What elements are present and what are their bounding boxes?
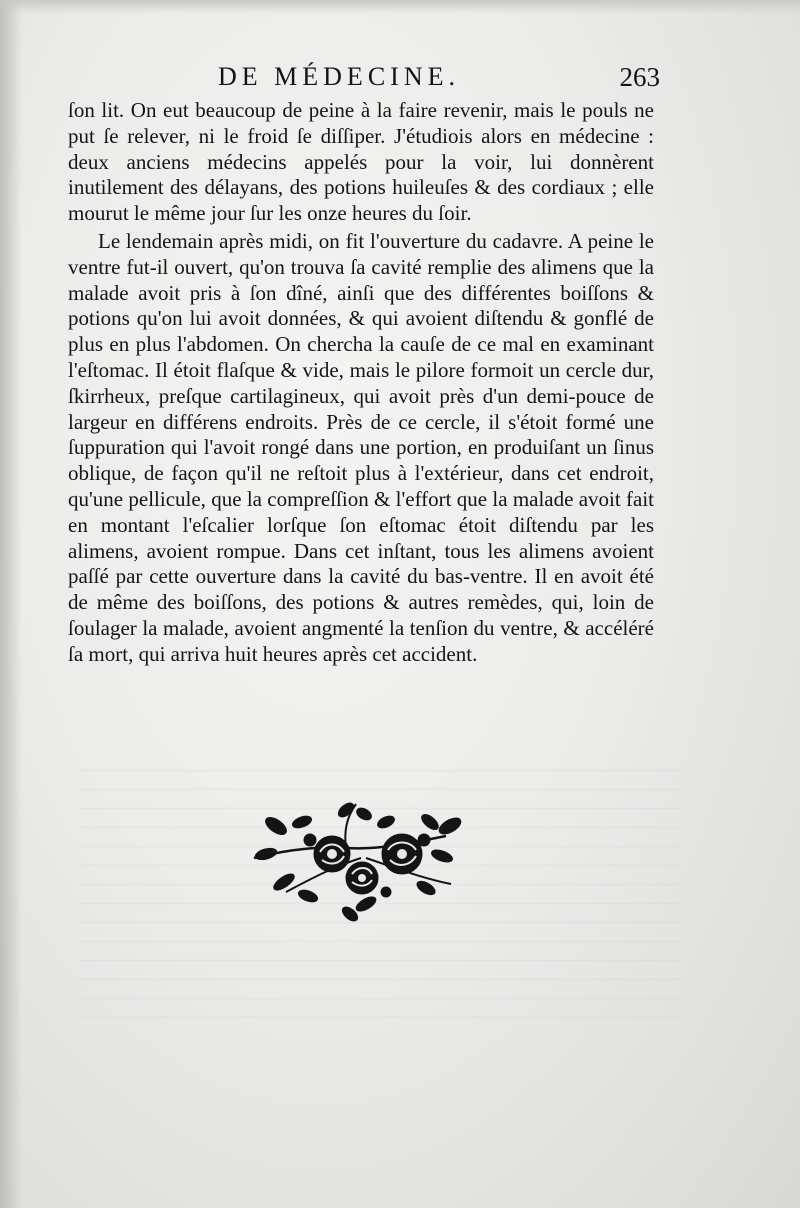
page-header: [80, 62, 660, 102]
page-top-edge: [0, 0, 800, 14]
floral-vignette-icon: [246, 796, 476, 926]
running-title: DE MÉDECINE.: [218, 62, 460, 91]
page-number: 263: [619, 62, 660, 92]
spine-shadow: [0, 0, 22, 1208]
body-text: [68, 98, 654, 668]
paragraph-continued: ſon lit. On eut beaucoup de peine à la faire revenir, mais le pouls ne put ſe relever, ni le froid ſe diſſiper. J'étudiois alors en médecine : deux anciens médecins appelés pour la voir, lui donnèrent inutilement des délayans, des potions huileuſes & des cordiaux ; elle mourut le même jour ſur les onze heures du ſoir.: [68, 98, 654, 226]
paragraph-autopsy: Le lendemain après midi, on fit l'ouverture du cadavre. A peine le ventre fut-il ouvert, qu'on trouva ſa cavité remplie des alimens que la malade avoit pris à ſon dîné, ainſi que des différentes boiſſons & potions qu'on lui avoit données, & qui avoient diſtendu & gonflé de plus en plus l'abdomen. On chercha la cauſe de ce mal en examinant l'eſtomac. Il étoit flaſque & vide, mais le pilore formoit un cercle dur, ſkirrheux, preſque cartilagineux, qui avoit près d'un demi-pouce de largeur en différens endroits. Près de ce cercle, il s'étoit formé une ſuppuration qui l'avoit rongé dans une portion, en produiſant un ſinus oblique, de façon qu'il ne reſtoit plus à l'extérieur, dans cet endroit, qu'une pellicule, que la compreſſion & l'effort que la malade avoit fait en montant l'eſcalier lorſque ſon eſtomac étoit diſtendu par les alimens, avoient rompue. Dans cet inſtant, tous les alimens avoient paſſé par cette ouverture dans la cavité du bas-ventre. Il en avoit été de même des boiſſons, des potions & autres remèdes, qui, loin de ſoulager la malade, avoient angmenté la tenſion du ventre, & accéléré ſa mort, qui arriva huit heures après cet accident.: [68, 228, 654, 666]
